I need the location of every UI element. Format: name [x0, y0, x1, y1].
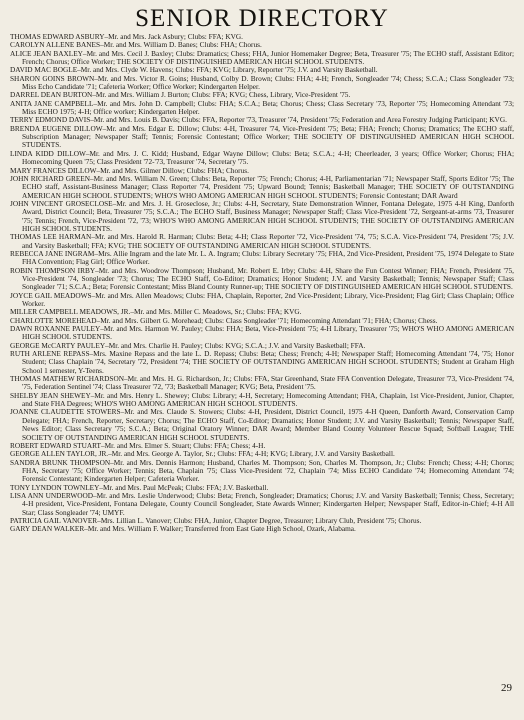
directory-entry: ROBIN THOMPSON IRBY–Mr. and Mrs. Woodrow Thompson; Husband, Mr. Robert E. Irby; Clubs: 4-H, Share the Fun Contest Winner; FHA; French, President '75, Vice-President '74, Songleader '73; Chorus; The ECHO Staff, Co-Editor; Dramatics; Honor Student; J.V. and Varsity Basketball; Tennis; Newspaper Staff; Class Songleader '71; S.C.A.; Beta; Forensic Contestant; Miss Bland County Runner-up; THE SOCIETY OF DISTINGUISHED AMERICAN HIGH SCHOOL STUDENTS.	[10, 265, 514, 292]
directory-entry: JOHN VINCENT GROSECLOSE–Mr. and Mrs. J. H. Groseclose, Jr.; Clubs: 4-H, Secretary, State Demonstration Winner, Fontana Delegate, 1975 4-H King, Danforth Award, District Council; Beta, Treasurer '75; S.C.A.; The ECHO Staff, Business Manager; Newspaper Staff; Class Vice-President '72, Sergeant-at-arms '73, Treasurer '75; Tennis; French, Vice-President '72, '73; WHO'S WHO AMONG AMERICAN HIGH SCHOOL STUDENTS; THE SOCIETY OF OUTSTANDING AMERICAN HIGH SCHOOL STUDENTS.	[10, 198, 514, 233]
directory-entry: LISA ANN UNDERWOOD–Mr. and Mrs. Leslie Underwood; Clubs: Beta; French, Songleader; Dramatics; Chorus; J.V. and Varsity Basketball; Tennis; Chess, Secretary; 4-H president, Vice-President, Fontana Delegate, County Council Songleader, State Awards Winner; Kindergarten Helper; Newspaper Staff, Editor-in-Chief; 4-H All Star; Class Songleader '74; UMYF.	[10, 490, 514, 517]
directory-entry: MARY FRANCES DILLOW–Mr. and Mrs. Gilmer Dillow; Clubs: FHA; Chorus.	[10, 165, 249, 175]
senior-directory-list	[10, 33, 514, 534]
directory-entry: ANITA JANE CAMPBELL–Mr. and Mrs. John D. Campbell; Clubs: FHA; S.C.A.; Beta; Chorus; Chess; Class Secretary '73, Reporter '75; Homecoming Attendant '73; Miss ECHO 1975; 4-H; Office worker; Kindergarten Helper.	[10, 98, 514, 117]
directory-entry: TONY LYNDON TOWNLEY–Mr. and Mrs. Paul McPeak; Clubs: FFA; J.V. Basketball.	[10, 482, 269, 492]
directory-entry: RUTH ARLENE REPASS–Mrs. Maxine Repass and the late L. D. Repass; Clubs: Beta; Chess; French; 4-H; Newspaper Staff; Homecoming Attendant '74, '75; Honor Student; Class Chaplain '74, Secretary '72, President '74; THE SOCIETY OF OUTSTANDING AMERICAN HIGH SCHOOL STUDENTS; Student at Graham High School 1 semester, Y-Teens.	[10, 349, 514, 375]
directory-entry: DAVID MAC BOGLE–Mr. and Mrs. Clyde W. Havens; Clubs: FFA; KVG; Library, Reporter '75; J.V. and Varsity Basketball.	[10, 65, 378, 75]
directory-entry: REBECCA JANE INGRAM–Mrs. Allie Ingram and the late Mr. L. A. Ingram; Clubs: Library Secretary '75; FHA, 2nd Vice-President, President '75, 1974 Delegate to State FHA Convention; Flag Girl; Office Worker.	[10, 248, 514, 267]
directory-entry: BRENDA EUGENE DILLOW–Mr. and Mrs. Edgar E. Dillow; Clubs: 4-H, Treasurer '74, Vice-President '75; Beta; FHA; French; Chorus; Dramatics; The ECHO staff, Subscription Manager; Newspaper Staff; Tennis; Forensic Contestant; Office Worker; THE SOCIETY OF DISTINGUISHED AMERICAN HIGH SCHOOL STUDENTS.	[10, 123, 514, 150]
directory-entry: SANDRA BRUNK THOMPSON–Mr. and Mrs. Dennis Harmon; Husband, Charles M. Thompson; Son, Charles M. Thompson, Jr.; Clubs: French; Chess; 4-H; Chorus; FHA, Secretary '75; Office Worker; Tennis; Beta, Chaplain '75; Class Vice-President '72, Chaplain '74; Miss ECHO Candidate '74; Homecoming Attendant '74; Forensic Contestant; Kindergarten Helper; Cafeteria Worker.	[10, 457, 514, 484]
directory-entry: JOYCE GAIL MEADOWS–Mr. and Mrs. Allen Meadows; Clubs: FHA, Chaplain, Reporter, 2nd Vice-President; Library, Vice-President; Flag Girl; Class Chaplain; Office Worker.	[10, 290, 514, 308]
directory-entry: ROBERT EDWARD STUART–Mr. and Mrs. Elmer S. Stuart; Clubs: FFA; Chess; 4-H.	[10, 440, 266, 450]
directory-entry: SHELBY JEAN SHEWEY–Mr. and Mrs. Henry L. Shewey; Clubs: Library; 4-H, Secretary; Homecoming Attendant; FHA, Chaplain, 1st Vice-President, Junior, Chapter, and State FHA Degrees; WHO'S WHO AMONG AMERICAN HIGH SCHOOL STUDENTS.	[10, 390, 514, 409]
directory-entry: PATRICIA GAIL VANOVER–Mrs. Lillian L. Vanover; Clubs: FHA, Junior, Chapter Degree, Treasurer; Library Club, President '75; Chorus.	[10, 515, 422, 525]
page-title: SENIOR DIRECTORY	[135, 5, 389, 32]
directory-entry: CAROLYN ALLENE BANES–Mr. and Mrs. William D. Banes; Clubs: FHA; Chorus.	[10, 40, 262, 50]
directory-entry: DAWN ROXANNE PAULEY–Mr. and Mrs. Harmon W. Pauley; Clubs: FHA; Beta, Vice-President '75; 4-H Library, Treasurer '75; WHO'S WHO AMONG AMERICAN HIGH SCHOOL STUDENTS.	[10, 324, 514, 342]
directory-entry: GEORGE McCARTY PAULEY–Mr. and Mrs. Charlie H. Pauley; Clubs: KVG; S.C.A.; J.V. and Varsity Basketball; FFA.	[10, 340, 366, 350]
directory-entry: THOMAS EDWARD ASBURY–Mr. and Mrs. Jack Asbury; Clubs: FFA; KVG.	[10, 32, 243, 41]
directory-entry: ALICE JEAN BAXLEY–Mr. and Mrs. Cecil J. Baxley; Clubs: Dramatics; Chess; FHA, Junior Homemaker Degree; Beta, Treasurer '75; The ECHO staff, Assistant Editor; French; Chorus; Office Worker; THE SOCIETY OF DISTINGUISHED AMERICAN HIGH SCHOOL STUDENTS.	[10, 48, 514, 67]
directory-entry: GEORGE ALLEN TAYLOR, JR.–Mr. and Mrs. George A. Taylor, Sr.; Clubs: FFA; 4-H; KVG; Library, J.V. and Varsity Basketball.	[10, 449, 395, 459]
directory-entry: MILLER CAMPBELL MEADOWS, JR.–Mr. and Mrs. Miller C. Meadows, Sr.; Clubs: FFA; KVG.	[10, 307, 302, 317]
directory-entry: GARY DEAN WALKER–Mr. and Mrs. William F. Walker; Transferred from East Gate High School, Ozark, Alabama.	[10, 524, 356, 534]
directory-entry: JOHN RICHARD GREEN–Mr. and Mrs. William N. Green; Clubs: Beta, Reporter '75; French; Chorus; 4-H, Parliamentarian '71; Newspaper Staff, Sports Editor '75; The ECHO staff, Assistant-Business Manager; Class Reporter '74, President '75; Upward Bound; Tennis; Basketball Manager; THE SOCIETY OF OUTSTANDING AMERICAN HIGH SCHOOL STUDENTS; WHO'S WHO AMONG AMERICAN HIGH SCHOOL STUDENTS; Forensic Contestant; DAR Award	[10, 173, 514, 200]
page-number: 29	[501, 682, 512, 694]
directory-entry: JOANNE CLAUDETTE STOWERS–Mr. and Mrs. Claude S. Stowers; Clubs: 4-H, President, District Council, 1975 4-H Queen, Danforth Award, Conservation Camp Delegate; FHA; French, Reporter, Secretary; Chorus; The ECHO Staff, Co-Editor; Dramatics; Honor Student; J.V. and Varsity Basketball; Tennis; Newspaper Staff, News Editor; Class Secretary '75; S.C.A.; Beta; Original Oratory Winner; DAR Award; Member Bland County Volunteer Rescue Squad; Softball League; THE SOCIETY OF OUTSTANDING AMERICAN HIGH SCHOOL STUDENTS.	[10, 407, 514, 442]
directory-entry: THOMAS LEE HARMAN–Mr. and Mrs. Harold R. Harman; Clubs: Beta; 4-H; Class Reporter '72, Vice-President '74, '75; S.C.A. Vice-President '74, President '75; J.V. and Varsity Basketball; FFA; KVG; THE SOCIETY OF OUTSTANDING AMERICAN HIGH SCHOOL STUDENTS.	[10, 232, 514, 250]
directory-entry: DARREL DEAN BURTON–Mr. and Mrs. William J. Burton; Clubs: FFA; KVG; Chess, Library, Vice-President '75.	[10, 90, 351, 100]
directory-entry: CHARLOTTE MOREHEAD–Mr. and Mrs. Gilbert G. Morehead; Clubs: Class Songleader '71; Homecoming Attendant '71; FHA; Chorus; Chess.	[10, 315, 438, 325]
directory-entry: LINDA KIDD DILLOW–Mr. and Mrs. J. C. Kidd; Husband, Edgar Wayne Dillow; Clubs: Beta; S.C.A.; 4-H; Cheerleader, 3 years; Office Worker; Chorus; FHA; Homecoming Queen '75; Class President '72-'73, Treasurer '74, Secretary '75.	[10, 148, 514, 167]
directory-entry: SHARON GOINS BROWN–Mr. and Mrs. Victor R. Goins; Husband, Colby D. Brown; Clubs: FHA; 4-H; French, Songleader '74; Chess; S.C.A.; Class Songleader '73; Miss Echo Candidate '71; Cafeteria Worker; Office Worker; Kindergarten Helper.	[10, 73, 514, 92]
directory-entry: THOMAS MATHEW RICHARDSON–Mr. and Mrs. H. G. Richardson, Jr.; Clubs: FFA, Star Greenhand, State FFA Convention Delegate, Treasurer '73, Vice-President '74, '75, Federation Sentinel '74; Class Treasurer '72, '73; Basketball Manager; KVG; Beta, President '75.	[10, 374, 514, 392]
directory-entry: TERRY EDMOND DAVIS–Mr. and Mrs. Louis B. Davis; Clubs: FFA, Reporter '73, Treasurer '74, President '75; Federation and Area Forestry Judging Participant; KVG.	[10, 115, 507, 125]
